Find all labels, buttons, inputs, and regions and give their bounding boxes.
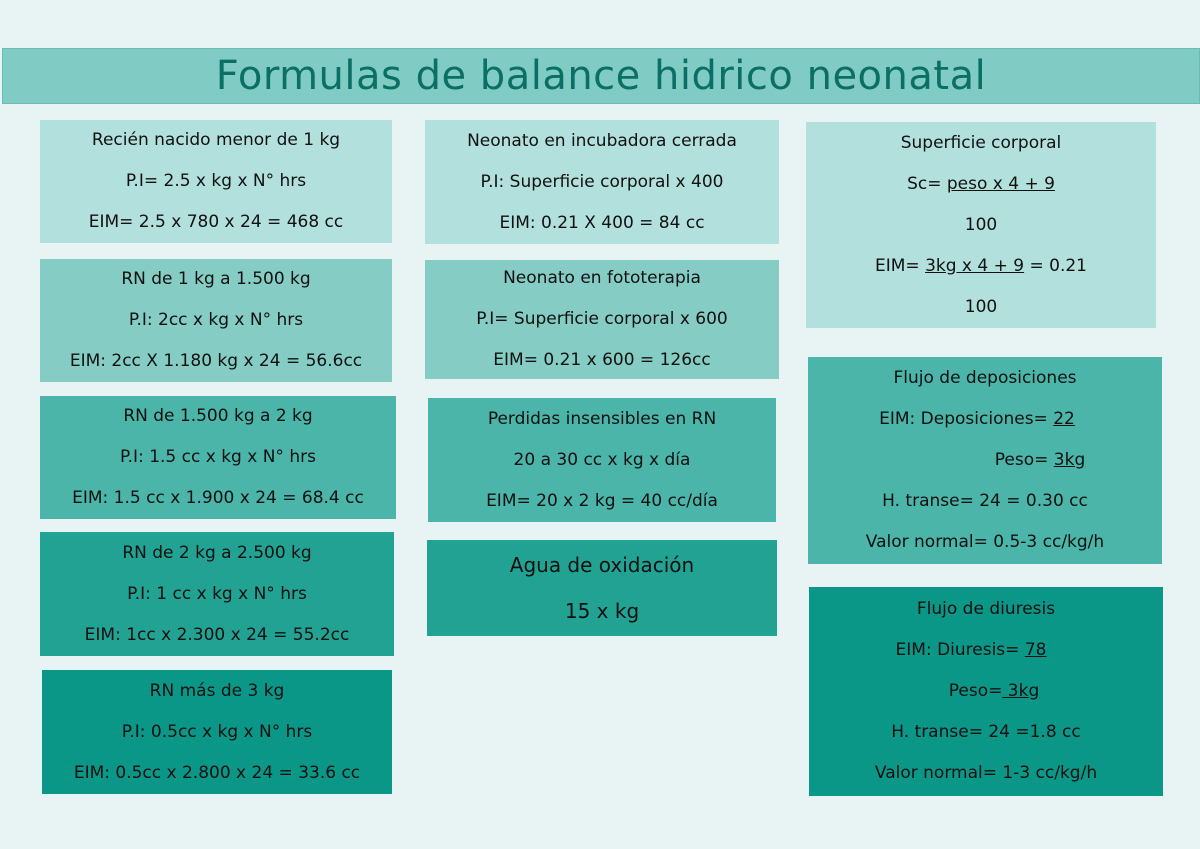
card-oxidacion bbox=[427, 540, 777, 636]
eim-prefix: EIM: Diuresis= bbox=[895, 640, 1025, 660]
card-heading: RN de 2 kg a 2.500 kg bbox=[122, 542, 312, 563]
card-rn-1500-2 bbox=[40, 396, 396, 519]
eim-line bbox=[879, 399, 1075, 440]
peso-line bbox=[995, 440, 1085, 481]
card-heading: RN de 1 kg a 1.500 kg bbox=[121, 269, 311, 289]
card-superficie bbox=[806, 122, 1156, 328]
peso-prefix: Peso= bbox=[994, 450, 1054, 470]
card-rn-2-2500 bbox=[40, 532, 394, 656]
transe-line: H. transe= 24 =1.8 cc bbox=[891, 722, 1081, 742]
eim-formula bbox=[875, 246, 1087, 287]
eim-numerator: 22 bbox=[1053, 409, 1075, 429]
card-eim: EIM: 1.5 cc x 1.900 x 24 = 68.4 cc bbox=[72, 488, 364, 508]
card-incubadora bbox=[425, 120, 779, 244]
card-pi: P.I= Superficie corporal x 600 bbox=[476, 309, 728, 329]
normal-line: Valor normal= 0.5-3 cc/kg/h bbox=[865, 532, 1105, 552]
sc-numerator: peso x 4 + 9 bbox=[946, 173, 1055, 194]
eim-prefix: EIM: Deposiciones= bbox=[879, 409, 1054, 429]
sc-formula bbox=[907, 164, 1055, 205]
eim-numerator: 78 bbox=[1024, 640, 1047, 660]
card-eim: EIM= 0.21 x 600 = 126cc bbox=[493, 350, 711, 370]
card-pi: P.I: 1.5 cc x kg x N° hrs bbox=[120, 447, 316, 467]
card-pi: P.I: 2cc x kg x N° hrs bbox=[128, 310, 304, 330]
eim-prefix: EIM= bbox=[875, 255, 926, 276]
card-pi: P.I: Superficie corporal x 400 bbox=[480, 171, 724, 192]
eim-suffix: = 0.21 bbox=[1024, 255, 1087, 276]
card-heading: Recién nacido menor de 1 kg bbox=[91, 130, 341, 150]
card-eim: EIM: 1cc x 2.300 x 24 = 55.2cc bbox=[84, 624, 350, 645]
card-eim: EIM: 2cc X 1.180 kg x 24 = 56.6cc bbox=[69, 351, 363, 371]
card-pi: P.I: 0.5cc x kg x N° hrs bbox=[121, 721, 313, 742]
card-eim: EIM: 0.5cc x 2.800 x 24 = 33.6 cc bbox=[73, 762, 361, 783]
peso-value: 3kg bbox=[1002, 681, 1040, 701]
card-pi: 20 a 30 cc x kg x día bbox=[513, 449, 691, 470]
card-heading: Neonato en incubadora cerrada bbox=[467, 130, 737, 151]
card-heading: RN más de 3 kg bbox=[149, 680, 285, 701]
peso-prefix: Peso= bbox=[948, 681, 1003, 701]
sc-denominator: 100 bbox=[964, 214, 998, 235]
card-value: 15 x kg bbox=[564, 599, 640, 623]
page-title: Formulas de balance hidrico neonatal bbox=[215, 53, 987, 99]
card-heading: Flujo de diuresis bbox=[916, 599, 1056, 619]
card-pi: P.I: 1 cc x kg x N° hrs bbox=[127, 583, 307, 604]
card-deposiciones bbox=[808, 357, 1162, 564]
card-heading: Perdidas insensibles en RN bbox=[487, 408, 717, 429]
card-heading: Neonato en fototerapia bbox=[503, 268, 701, 288]
card-rn-menor-1kg bbox=[40, 120, 392, 243]
card-diuresis bbox=[809, 587, 1163, 796]
eim-line bbox=[896, 630, 1047, 671]
peso-line bbox=[949, 671, 1039, 712]
card-heading: Superficie corporal bbox=[900, 132, 1062, 153]
card-eim: EIM= 2.5 x 780 x 24 = 468 cc bbox=[88, 212, 344, 232]
transe-line: H. transe= 24 = 0.30 cc bbox=[882, 491, 1088, 511]
card-insensibles bbox=[428, 398, 776, 522]
eim-numerator: 3kg x 4 + 9 bbox=[925, 255, 1025, 276]
card-heading: Agua de oxidación bbox=[509, 553, 695, 577]
card-pi: P.I= 2.5 x kg x N° hrs bbox=[125, 171, 307, 191]
card-fototerapia bbox=[425, 260, 779, 379]
title-banner bbox=[2, 48, 1200, 104]
card-eim: EIM= 20 x 2 kg = 40 cc/día bbox=[486, 490, 718, 511]
card-rn-1-1500 bbox=[40, 259, 392, 382]
card-heading: Flujo de deposiciones bbox=[893, 368, 1077, 388]
card-rn-mas-3 bbox=[42, 670, 392, 794]
normal-line: Valor normal= 1-3 cc/kg/h bbox=[874, 763, 1098, 783]
eim-denominator: 100 bbox=[964, 296, 998, 317]
card-heading: RN de 1.500 kg a 2 kg bbox=[123, 406, 313, 426]
sc-prefix: Sc= bbox=[907, 173, 947, 194]
card-eim: EIM: 0.21 X 400 = 84 cc bbox=[499, 212, 705, 233]
peso-value: 3kg bbox=[1053, 450, 1086, 470]
